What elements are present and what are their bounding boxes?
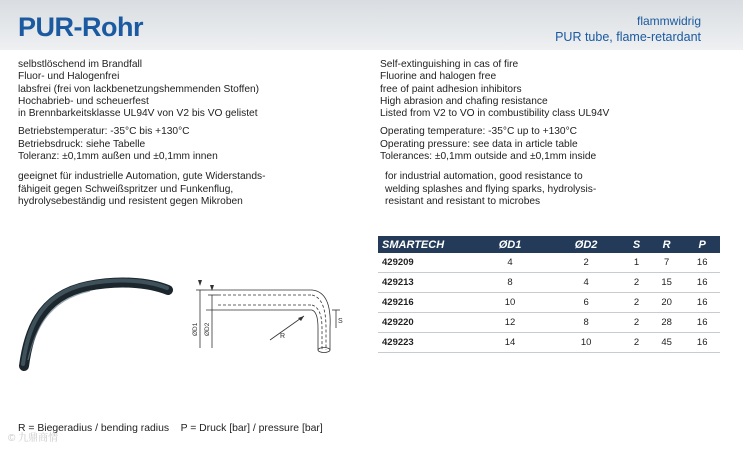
- english-spec: Operating pressure: see data in article table: [380, 138, 578, 150]
- german-feature: in Brennbarkeitsklasse UL94V von V2 bis VO gelistet: [18, 108, 258, 120]
- cell-p: 16: [684, 333, 720, 353]
- table-row: [378, 253, 720, 273]
- col-header-d2: ØD2: [548, 236, 624, 253]
- cell-d1: 14: [472, 333, 548, 353]
- cell-p: 16: [684, 253, 720, 273]
- table-header-row: [378, 236, 720, 253]
- cell-p: 16: [684, 273, 720, 293]
- cell-r: 28: [649, 313, 685, 333]
- label-d2: ØD2: [204, 322, 211, 336]
- cell-d1: 8: [472, 273, 548, 293]
- cell-r: 15: [649, 273, 685, 293]
- german-spec: Toleranz: ±0,1mm außen und ±0,1mm innen: [18, 151, 218, 163]
- cell-r: 45: [649, 333, 685, 353]
- col-header-r: R: [649, 236, 685, 253]
- cell-d2: 10: [548, 333, 624, 353]
- cell-s: 2: [624, 273, 649, 293]
- col-header-smartech: SMARTECH: [378, 236, 472, 253]
- footer-legend: R = Biegeradius / bending radius P = Druck [bar] / pressure [bar]: [18, 423, 323, 434]
- cell-d2: 4: [548, 273, 624, 293]
- cell-d1: 4: [472, 253, 548, 273]
- german-feature: Fluor- und Halogenfrei: [18, 71, 120, 83]
- subtitle-german: flammwidrig: [636, 14, 701, 28]
- col-header-p: P: [684, 236, 720, 253]
- english-feature: Self-extinguishing in cas of fire: [380, 59, 519, 70]
- hose-image: [18, 256, 178, 376]
- german-usage: hydrolysebeständig und resistent gegen Mikroben: [18, 195, 243, 207]
- cell-d1: 12: [472, 313, 548, 333]
- cell-s: 2: [624, 293, 649, 313]
- german-feature: selbstlöschend im Brandfall: [18, 59, 143, 70]
- cell-s: 1: [624, 253, 649, 273]
- english-usage: welding splashes and flying sparks, hydrolysis-: [385, 183, 597, 195]
- article-table: [378, 236, 720, 353]
- english-spec: Tolerances: ±0,1mm outside and ±0,1mm inside: [380, 151, 597, 163]
- cell-p: 16: [684, 293, 720, 313]
- english-feature: High abrasion and chafing resistance: [380, 95, 548, 107]
- page-title: PUR-Rohr: [18, 12, 143, 42]
- german-description: [18, 59, 265, 208]
- cell-s: 2: [624, 333, 649, 353]
- article-number: 429213: [378, 273, 472, 293]
- watermark: © 九鼎商情: [8, 433, 59, 444]
- cell-d2: 2: [548, 253, 624, 273]
- english-usage: resistant and resistant to microbes: [385, 195, 541, 207]
- technical-drawing: [192, 268, 352, 368]
- cell-r: 7: [649, 253, 685, 273]
- label-d1: ØD1: [192, 322, 199, 336]
- cell-s: 2: [624, 313, 649, 333]
- article-number: 429216: [378, 293, 472, 313]
- english-description: [380, 59, 609, 208]
- col-header-s: S: [624, 236, 649, 253]
- label-r: R: [280, 333, 286, 340]
- article-number: 429223: [378, 333, 472, 353]
- cell-p: 16: [684, 313, 720, 333]
- english-usage: for industrial automation, good resistance to: [385, 171, 583, 183]
- table-row: [378, 333, 720, 353]
- german-feature: Hochabrieb- und scheuerfest: [18, 95, 149, 107]
- cell-d2: 8: [548, 313, 624, 333]
- german-usage: geeignet für industrielle Automation, gute Widerstands-: [18, 171, 266, 183]
- german-spec: Betriebstemperatur: -35°C bis +130°C: [18, 126, 190, 138]
- cell-d1: 10: [472, 293, 548, 313]
- english-feature: Fluorine and halogen free: [380, 71, 497, 83]
- table-row: [378, 273, 720, 293]
- english-feature: Listed from V2 to VO in combustibility class UL94V: [380, 108, 610, 120]
- label-s: S: [338, 318, 343, 325]
- german-spec: Betriebsdruck: siehe Tabelle: [18, 138, 146, 150]
- cell-d2: 6: [548, 293, 624, 313]
- german-feature: labsfrei (frei von lackbenetzungshemmenden Stoffen): [18, 83, 260, 95]
- table-row: [378, 293, 720, 313]
- article-number: 429220: [378, 313, 472, 333]
- subtitle-english: PUR tube, flame-retardant: [555, 30, 701, 44]
- english-spec: Operating temperature: -35°C up to +130°C: [380, 126, 578, 138]
- cell-r: 20: [649, 293, 685, 313]
- english-feature: free of paint adhesion inhibitors: [380, 83, 522, 95]
- article-number: 429209: [378, 253, 472, 273]
- col-header-d1: ØD1: [472, 236, 548, 253]
- table-row: [378, 313, 720, 333]
- header-bar: [0, 0, 743, 50]
- german-usage: fähigeit gegen Schweißspritzer und Funkenflug,: [18, 183, 234, 195]
